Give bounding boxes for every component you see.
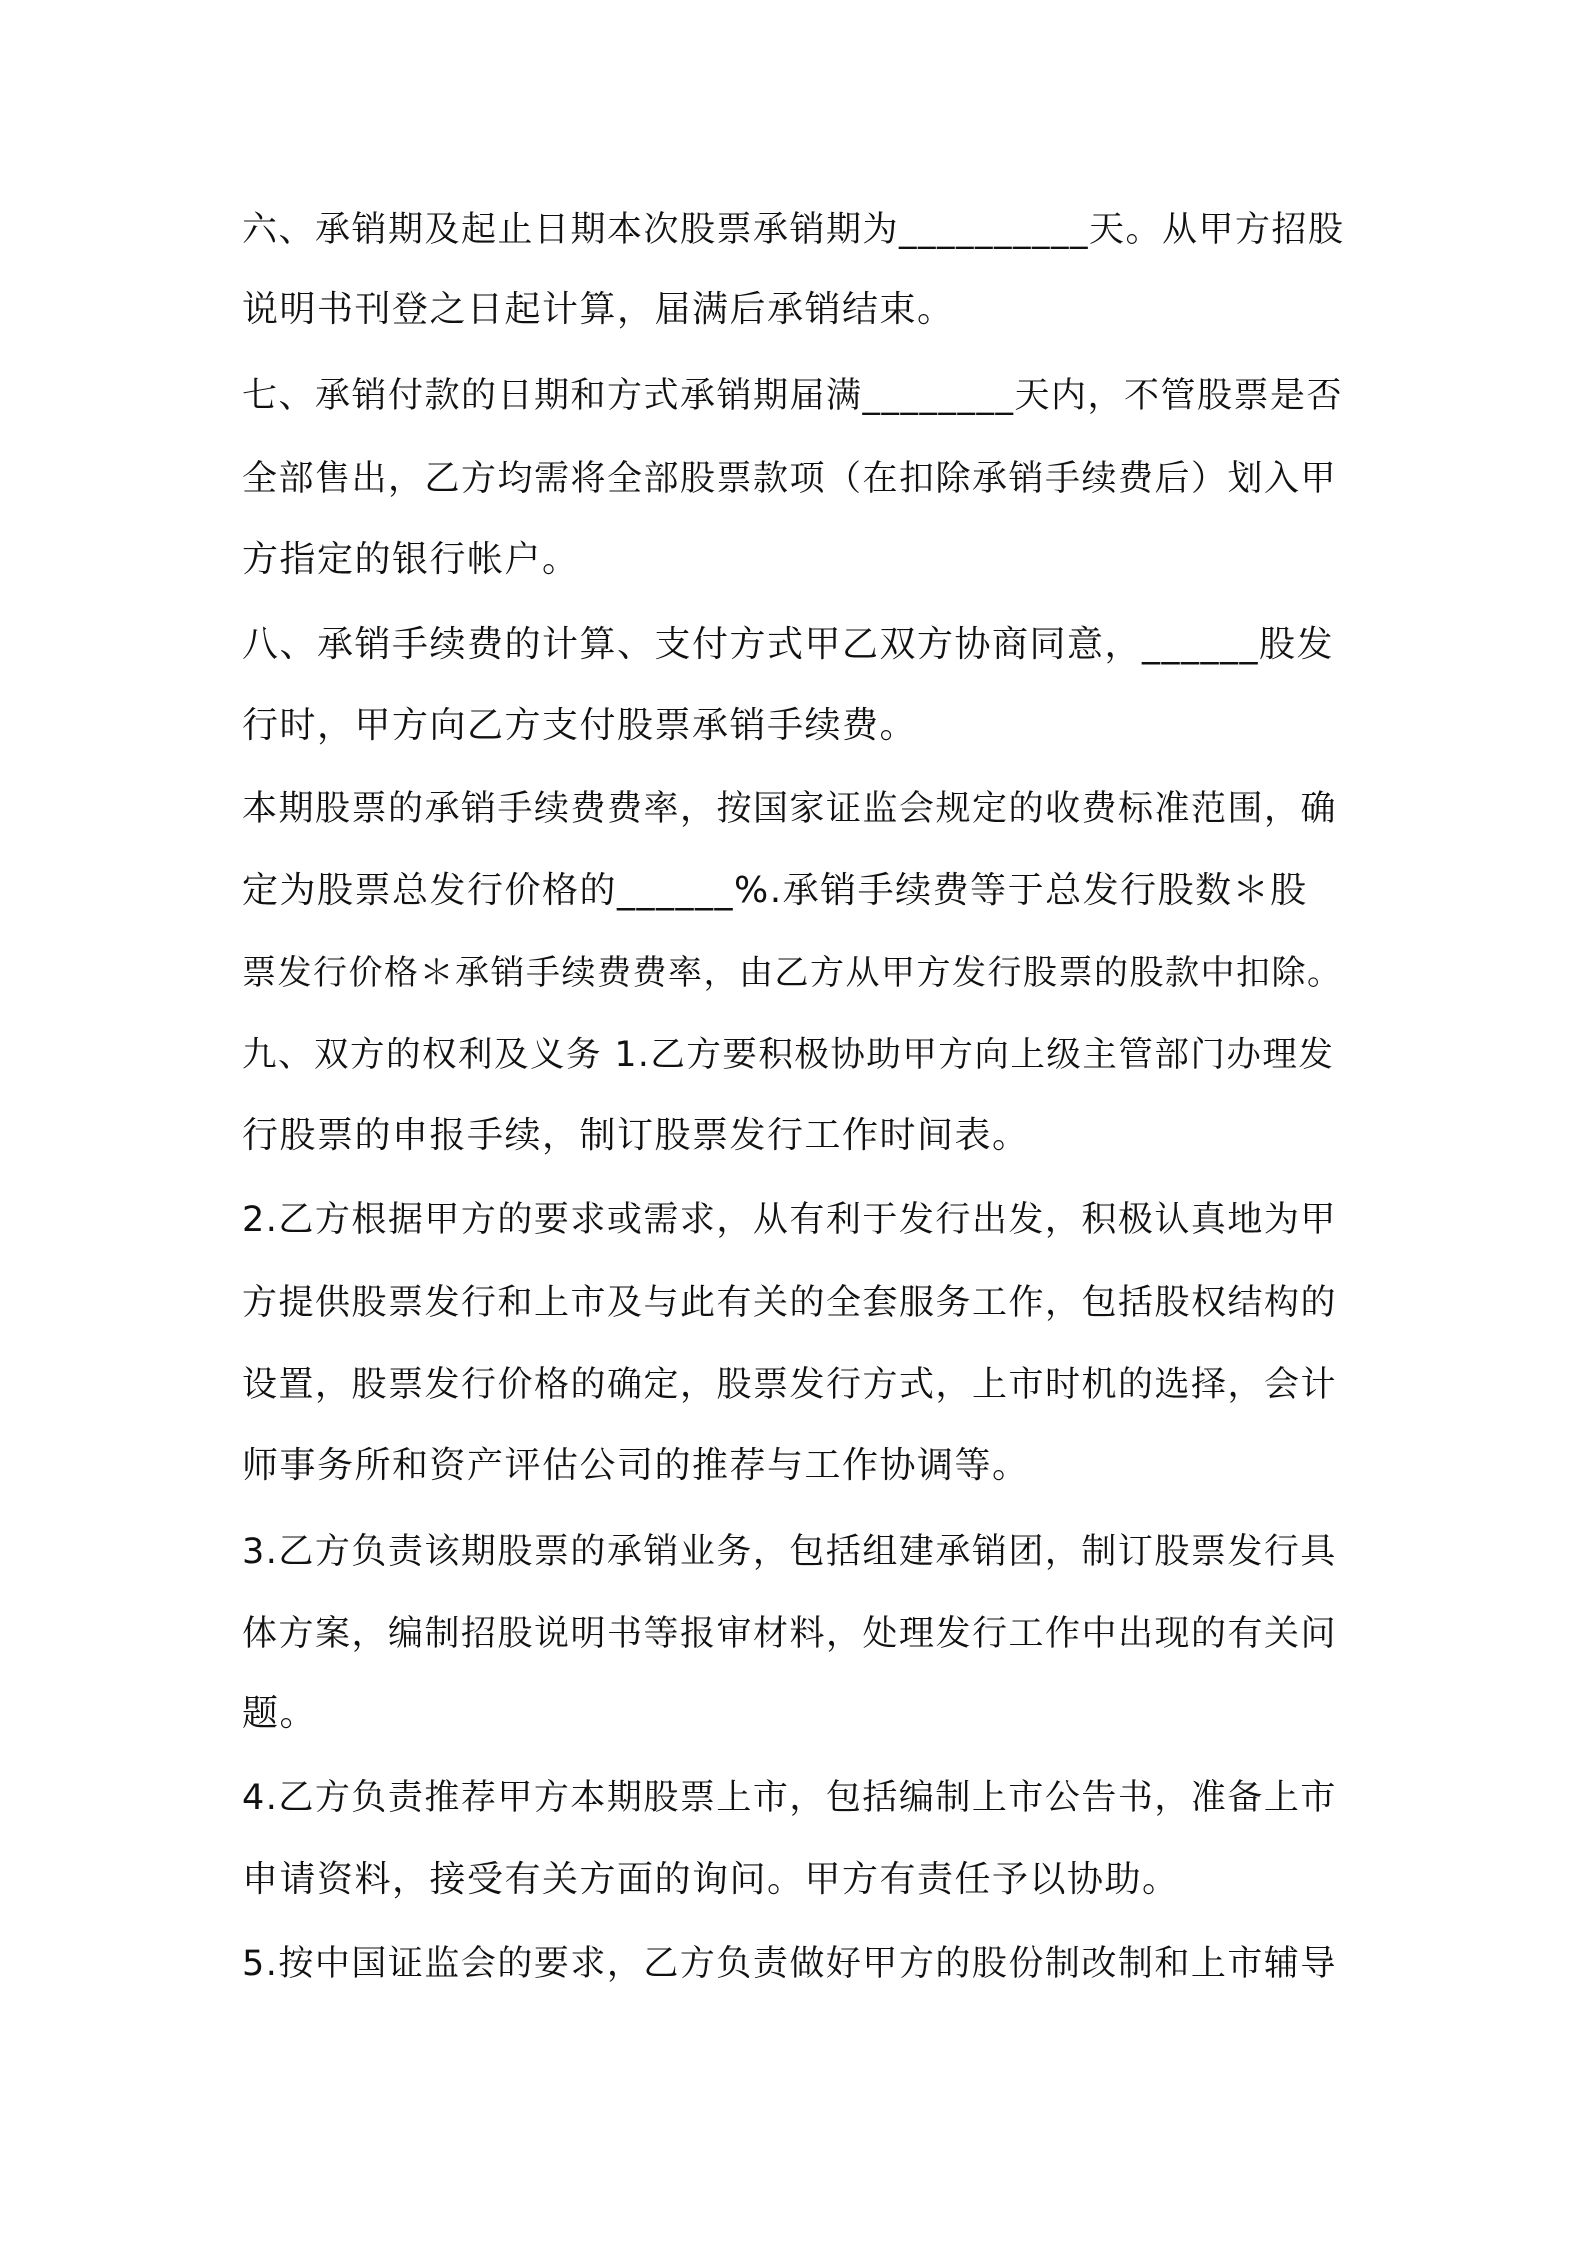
text-line-12: 行股票的申报手续，制订股票发行工作时间表。 xyxy=(242,1115,1030,1156)
text-line-3: 七、承销付款的日期和方式承销期届满________天内，不管股票是否 xyxy=(242,376,1344,416)
text-line-8: 本期股票的承销手续费费率，按国家证监会规定的收费标准范围，确 xyxy=(242,789,1338,829)
text-line-17: 3.乙方负责该期股票的承销业务，包括组建承销团，制订股票发行具 xyxy=(242,1532,1337,1572)
text-line-16: 师事务所和资产评估公司的推荐与工作协调等。 xyxy=(242,1445,1030,1486)
text-line-21: 申请资料，接受有关方面的询问。甲方有责任予以协助。 xyxy=(242,1859,1180,1900)
text-line-14: 方提供股票发行和上市及与此有关的全套服务工作，包括股权结构的 xyxy=(242,1283,1338,1323)
text-line-4: 全部售出，乙方均需将全部股票款项（在扣除承销手续费后）划入甲 xyxy=(242,459,1338,499)
text-line-5: 方指定的银行帐户。 xyxy=(242,539,580,580)
text-line-7: 行时，甲方向乙方支付股票承销手续费。 xyxy=(242,705,918,746)
text-line-9: 定为股票总发行价格的______%.承销手续费等于总发行股数＊股 xyxy=(242,870,1308,911)
text-line-13: 2.乙方根据甲方的要求或需求，从有利于发行出发，积极认真地为甲 xyxy=(242,1200,1337,1240)
text-line-15: 设置，股票发行价格的确定，股票发行方式，上市时机的选择，会计 xyxy=(242,1365,1338,1405)
text-line-20: 4.乙方负责推荐甲方本期股票上市，包括编制上市公告书，准备上市 xyxy=(242,1778,1337,1818)
text-line-1: 六、承销期及起止日期本次股票承销期为__________天。从甲方招股 xyxy=(242,210,1345,250)
text-line-11: 九、双方的权利及义务 1.乙方要积极协助甲方向上级主管部门办理发 xyxy=(242,1035,1335,1075)
text-line-6: 八、承销手续费的计算、支付方式甲乙双方协商同意，______股发 xyxy=(242,624,1335,665)
text-line-19: 题。 xyxy=(242,1693,318,1734)
text-line-18: 体方案，编制招股说明书等报审材料，处理发行工作中出现的有关问 xyxy=(242,1614,1338,1654)
text-line-22: 5.按中国证监会的要求，乙方负责做好甲方的股份制改制和上市辅导 xyxy=(242,1944,1337,1984)
text-line-10: 票发行价格＊承销手续费费率，由乙方从甲方发行股票的股款中扣除。 xyxy=(242,953,1343,993)
text-line-2: 说明书刊登之日起计算，届满后承销结束。 xyxy=(242,289,955,330)
